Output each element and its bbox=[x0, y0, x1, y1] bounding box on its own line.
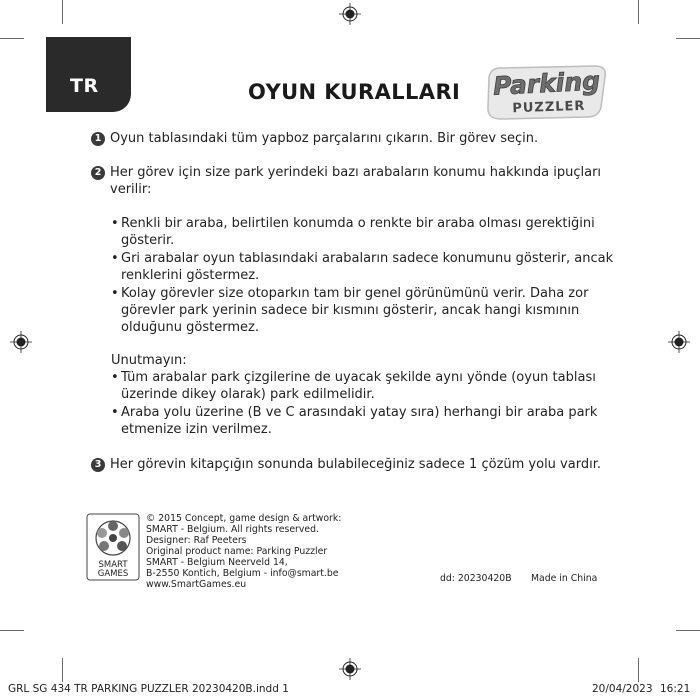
step-1-text: Oyun tablasındaki tüm yapboz parçalarını çıkarın. Bir görev seçin. bbox=[110, 131, 539, 146]
reminder-1-line-2: üzerinde dikey olarak) park edilmelidir. bbox=[121, 387, 375, 402]
crop-mark bbox=[0, 38, 24, 39]
made-in-label: Made in China bbox=[531, 573, 598, 584]
bullet-3-line-1: Kolay görevler size otoparkın tam bir genel görünümünü verir. Daha zor bbox=[121, 286, 589, 301]
bullet-icon: • bbox=[111, 405, 119, 420]
bullet-3-line-2: görevler park yerinin sadece bir kısmını gösterir, ancak hangi kısmının bbox=[121, 303, 580, 318]
bullet-icon: • bbox=[111, 216, 119, 231]
crop-mark bbox=[638, 658, 639, 682]
parking-puzzler-logo bbox=[483, 63, 611, 123]
page-title: OYUN KURALLARI bbox=[248, 80, 461, 104]
credits-line: SMART - Belgium Neerveld 14, bbox=[146, 557, 288, 568]
slug-file-name: GRL SG 434 TR PARKING PUZZLER 20230420B.indd 1 bbox=[8, 683, 289, 695]
credits-line: www.SmartGames.eu bbox=[146, 579, 247, 590]
registration-mark-icon bbox=[339, 658, 361, 680]
reminder-heading: Unutmayın: bbox=[111, 353, 187, 368]
bullet-2-line-2: renklerini göstermez. bbox=[121, 268, 260, 283]
bullet-icon: • bbox=[111, 251, 119, 266]
registration-mark-icon bbox=[339, 3, 361, 25]
bullet-3-line-3: olduğunu göstermez. bbox=[121, 320, 259, 335]
logo-text-puzzler: PUZZLER bbox=[512, 98, 586, 117]
brand-line-2: GAMES bbox=[97, 569, 129, 579]
registration-mark-icon bbox=[668, 331, 690, 353]
brand-line-1: SMART bbox=[98, 560, 128, 570]
step-3-number-icon: 3 bbox=[91, 458, 105, 472]
crop-mark bbox=[0, 630, 24, 631]
smart-games-logo bbox=[86, 513, 140, 581]
crop-mark bbox=[62, 0, 63, 24]
step-2-number-icon: 2 bbox=[91, 166, 105, 180]
slug-time: 16:21 bbox=[660, 683, 691, 695]
crop-mark bbox=[638, 0, 639, 24]
logo-text-parking: Parking bbox=[492, 66, 601, 101]
step-2-line-2: verilir: bbox=[110, 182, 152, 197]
reminder-2-line-2: etmenize izin verilmez. bbox=[121, 422, 272, 437]
credits-line: Designer: Raf Peeters bbox=[146, 535, 247, 546]
crop-mark bbox=[676, 38, 700, 39]
bullet-1-line-2: gösterir. bbox=[121, 233, 175, 248]
registration-mark-icon bbox=[10, 331, 32, 353]
bullet-icon: • bbox=[111, 286, 119, 301]
credits-line: SMART - Belgium. All rights reserved. bbox=[146, 524, 319, 535]
bullet-1-line-1: Renkli bir araba, belirtilen konumda o renkte bir araba olması gerektiğini bbox=[121, 216, 595, 231]
language-tab bbox=[46, 37, 131, 112]
credits-block bbox=[146, 513, 341, 590]
reminder-2-line-1: Araba yolu üzerine (B ve C arasındaki yatay sıra) herhangi bir araba park bbox=[121, 405, 598, 420]
step-3-text: Her görevin kitapçığın sonunda bulabileceğiniz sadece 1 çözüm yolu vardır. bbox=[110, 457, 601, 472]
crop-mark bbox=[62, 658, 63, 682]
language-code: TR bbox=[70, 75, 99, 97]
step-1-number-icon: 1 bbox=[91, 132, 105, 146]
reminder-1-line-1: Tüm arabalar park çizgilerine de uyacak şekilde aynı yönde (oyun tablası bbox=[121, 370, 596, 385]
slug-date: 20/04/2023 bbox=[592, 683, 653, 695]
credits-line: B-2550 Kontich, Belgium - info@smart.be bbox=[146, 568, 339, 579]
crop-mark bbox=[676, 630, 700, 631]
bullet-icon: • bbox=[111, 370, 119, 385]
credits-line: Original product name: Parking Puzzler bbox=[146, 546, 328, 557]
credits-line: © 2015 Concept, game design & artwork: bbox=[146, 513, 342, 524]
bullet-2-line-1: Gri arabalar oyun tablasındaki arabaların sadece konumunu gösterir, ancak bbox=[121, 251, 614, 266]
step-2-line-1: Her görev için size park yerindeki bazı arabaların konumu hakkında ipuçları bbox=[110, 165, 602, 180]
document-code: dd: 20230420B bbox=[440, 573, 512, 584]
